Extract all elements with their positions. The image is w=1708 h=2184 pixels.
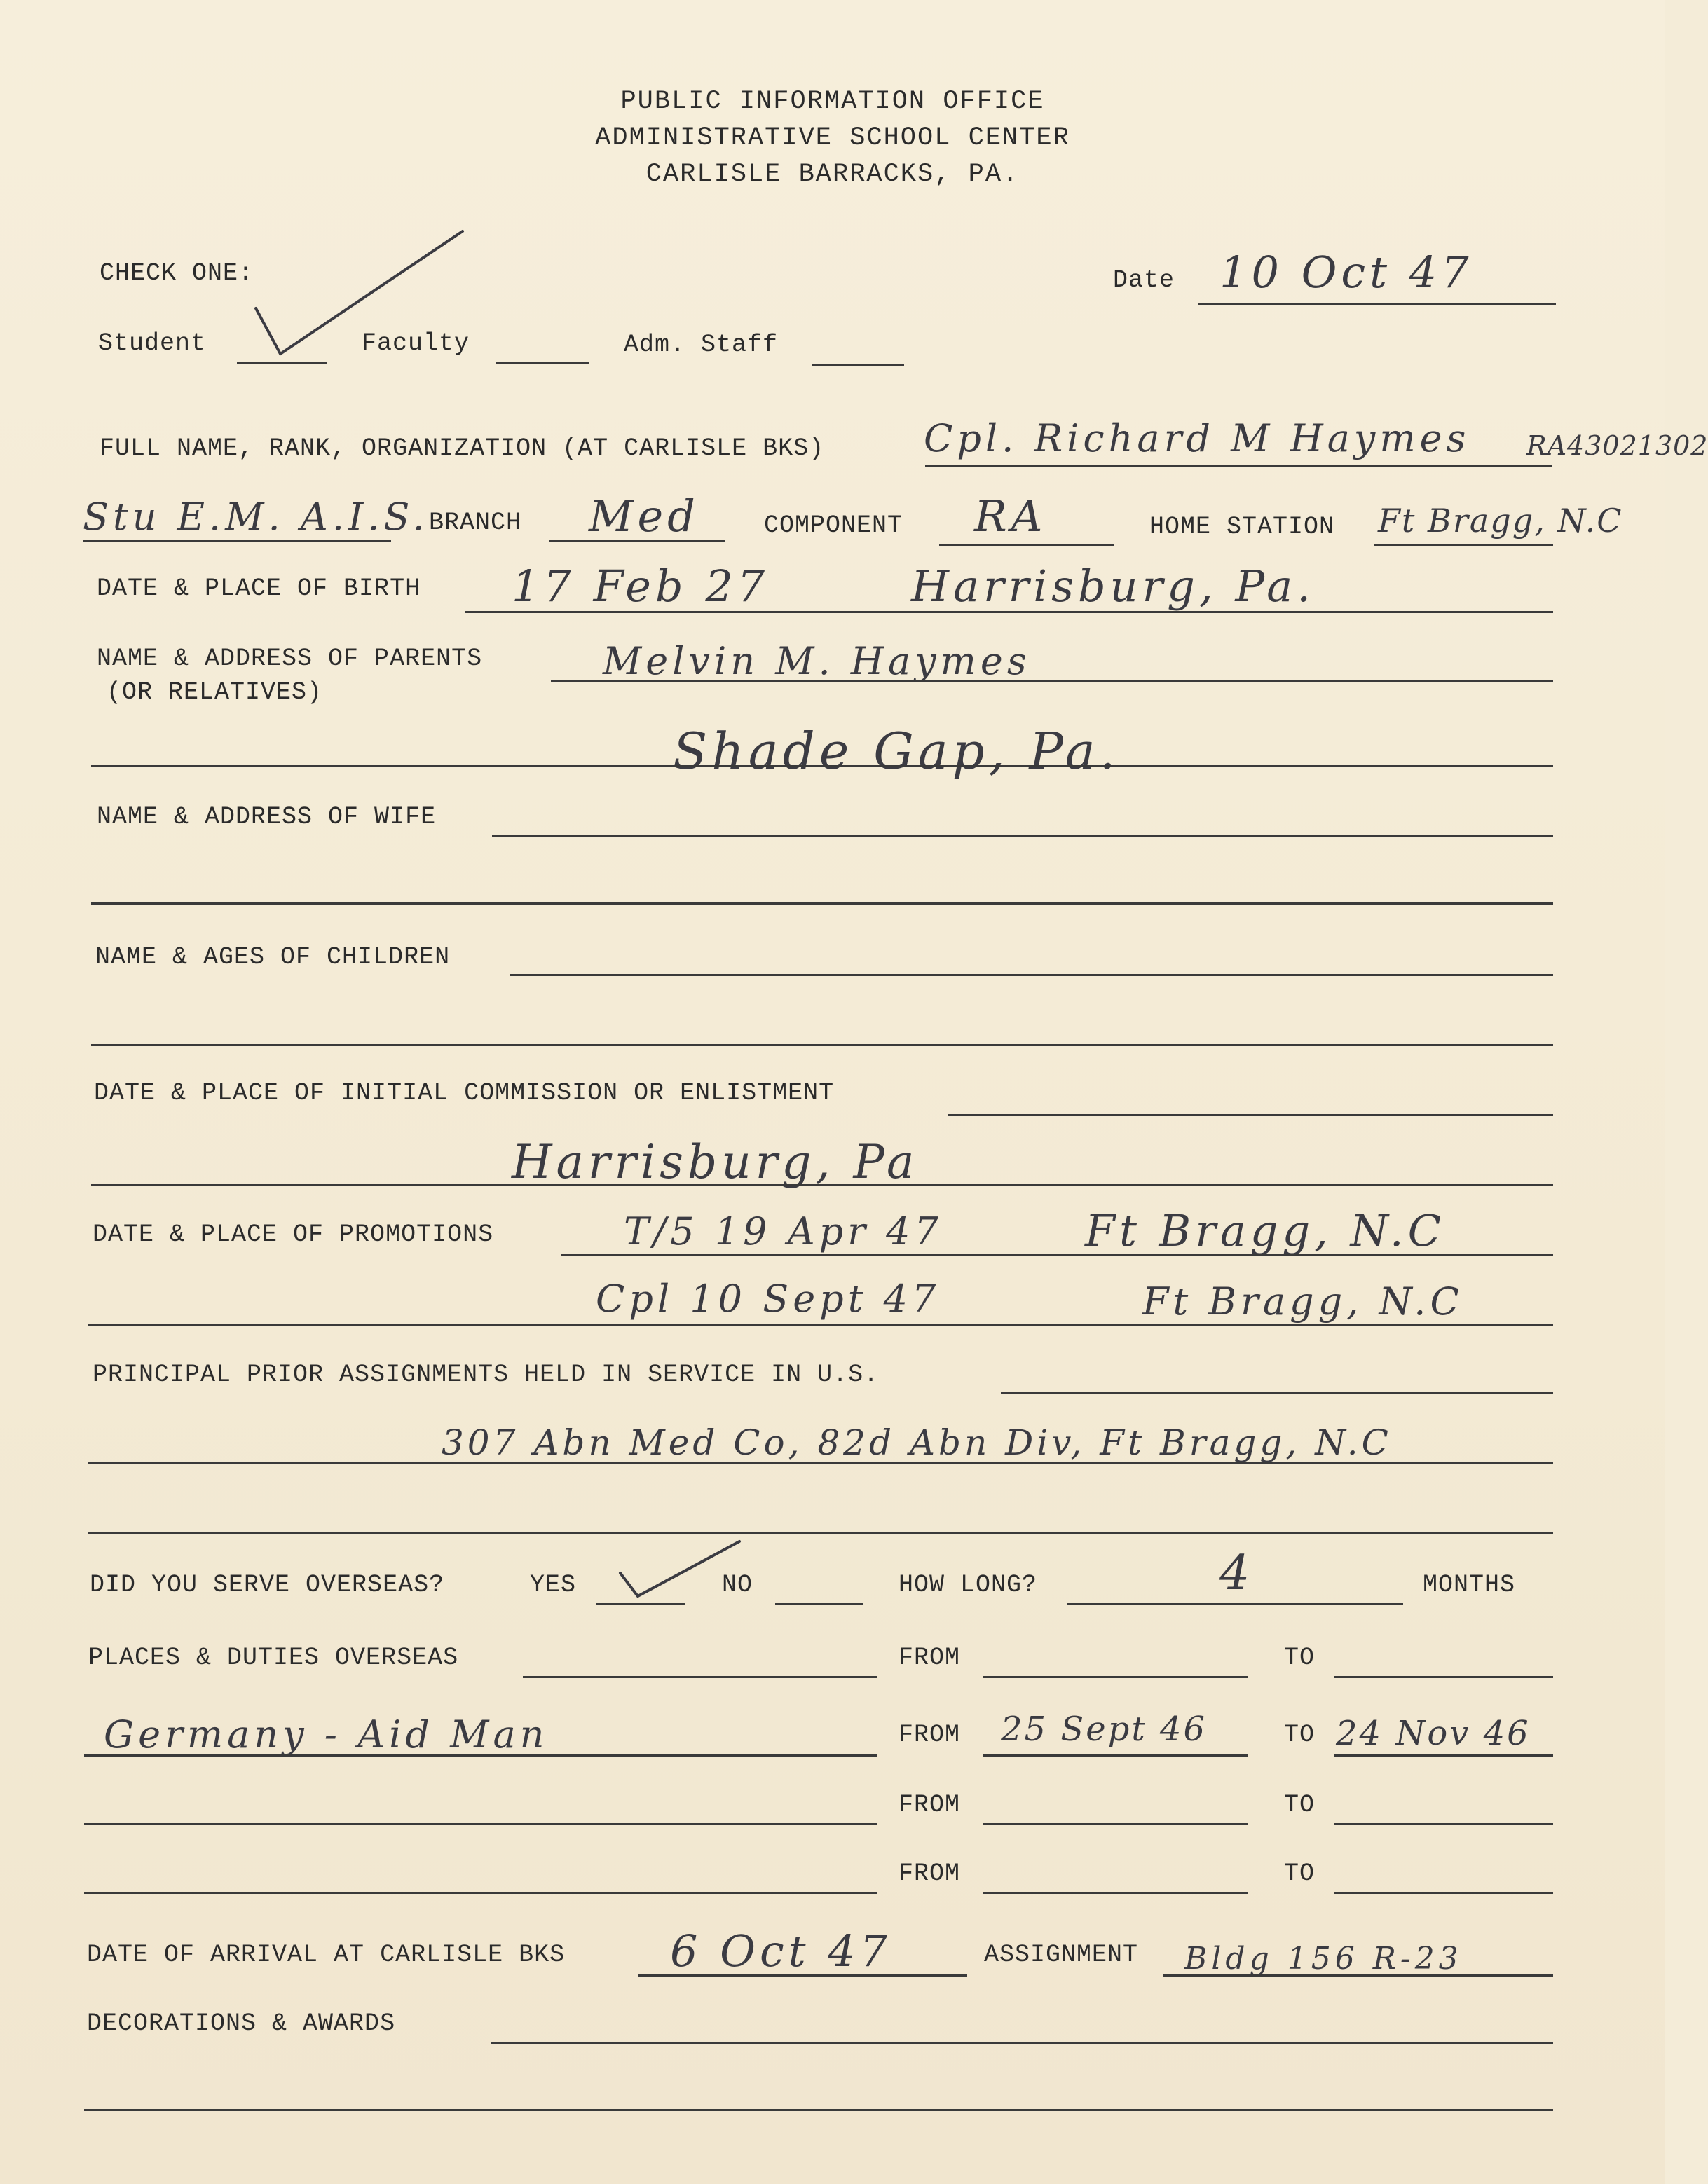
home-station-line xyxy=(1374,544,1553,546)
date-value: 10 Oct 47 xyxy=(1219,247,1473,298)
assignment-value: Bldg 156 R-23 xyxy=(1184,1941,1463,1977)
no-label: NO xyxy=(722,1571,753,1599)
from-label-2: FROM xyxy=(899,1721,961,1749)
student-label: Student xyxy=(98,329,207,357)
decorations-line-2 xyxy=(84,2109,1553,2111)
prior-assignment-value: 307 Abn Med Co, 82d Abn Div, Ft Bragg, N.C xyxy=(442,1422,1392,1463)
full-name-value: Cpl. Richard M Haymes xyxy=(924,416,1470,460)
component-label: COMPONENT xyxy=(764,511,903,540)
from-line-3 xyxy=(983,1823,1248,1825)
how-long-label: HOW LONG? xyxy=(899,1571,1038,1599)
home-station-label: HOME STATION xyxy=(1149,513,1335,541)
prior-assignments-label: PRINCIPAL PRIOR ASSIGNMENTS HELD IN SERVICE IN U.S. xyxy=(93,1361,880,1389)
places-line-2 xyxy=(84,1754,877,1757)
full-name-line xyxy=(925,465,1552,467)
assignment-line xyxy=(1163,1974,1553,1977)
adm-staff-line xyxy=(812,364,904,366)
to-line-1 xyxy=(1334,1676,1553,1678)
parent-address-value: Shade Gap, Pa. xyxy=(673,722,1120,781)
birth-date-value: 17 Feb 27 xyxy=(512,561,770,612)
from-label-1: FROM xyxy=(899,1644,961,1672)
to-line-4 xyxy=(1334,1892,1553,1894)
promotion-2-date: Cpl 10 Sept 47 xyxy=(596,1277,941,1321)
promotions-line-1 xyxy=(561,1254,1553,1256)
parent-name-value: Melvin M. Haymes xyxy=(603,639,1031,683)
to-label-4: TO xyxy=(1284,1860,1316,1888)
from-date-value: 25 Sept 46 xyxy=(1001,1710,1207,1749)
children-line-1 xyxy=(510,974,1553,976)
commission-line-2 xyxy=(91,1184,1553,1186)
organization-value: Stu E.M. A.I.S. xyxy=(83,495,429,539)
arrival-label: DATE OF ARRIVAL AT CARLISLE BKS xyxy=(87,1941,566,1969)
birth-line xyxy=(465,611,1553,613)
yes-label: YES xyxy=(530,1571,577,1599)
children-label: NAME & AGES OF CHILDREN xyxy=(95,943,451,971)
months-label: MONTHS xyxy=(1423,1571,1516,1599)
parents-line-1 xyxy=(551,680,1553,682)
promotion-1-date: T/5 19 Apr 47 xyxy=(624,1209,943,1254)
parents-line-2 xyxy=(91,765,1553,767)
wife-line-1 xyxy=(492,835,1553,837)
from-line-2 xyxy=(983,1754,1248,1757)
commission-value: Harrisburg, Pa xyxy=(512,1135,919,1189)
from-label-3: FROM xyxy=(899,1791,961,1819)
places-label: PLACES & DUTIES OVERSEAS xyxy=(88,1644,459,1672)
promotion-1-place: Ft Bragg, N.C xyxy=(1085,1205,1446,1256)
home-station-value: Ft Bragg, N.C xyxy=(1378,502,1623,540)
arrival-date-value: 6 Oct 47 xyxy=(670,1925,892,1977)
branch-line xyxy=(549,540,725,542)
wife-line-2 xyxy=(91,902,1553,905)
children-line-2 xyxy=(91,1044,1553,1046)
organization-line xyxy=(83,540,391,542)
how-long-line xyxy=(1067,1603,1403,1605)
header-line-1: PUBLIC INFORMATION OFFICE xyxy=(620,87,1045,116)
to-label-1: TO xyxy=(1284,1644,1316,1672)
parents-sub-label: (OR RELATIVES) xyxy=(107,678,323,706)
commission-line-1 xyxy=(948,1114,1553,1116)
serial-number: RA43021302 xyxy=(1526,430,1708,461)
header-line-3: CARLISLE BARRACKS, PA. xyxy=(645,160,1020,189)
to-label-2: TO xyxy=(1284,1721,1316,1749)
faculty-label: Faculty xyxy=(362,329,470,357)
component-value: RA xyxy=(974,490,1047,542)
branch-value: Med xyxy=(589,490,699,542)
prior-line-1 xyxy=(1001,1392,1553,1394)
decorations-line-1 xyxy=(491,2042,1553,2044)
adm-staff-label: Adm. Staff xyxy=(624,331,779,359)
to-line-2 xyxy=(1334,1754,1553,1757)
commission-label: DATE & PLACE OF INITIAL COMMISSION OR ENLISTMENT xyxy=(94,1079,835,1107)
to-line-3 xyxy=(1334,1823,1553,1825)
promotions-line-2 xyxy=(88,1324,1553,1326)
promotion-2-place: Ft Bragg, N.C xyxy=(1142,1279,1463,1324)
from-line-1 xyxy=(983,1676,1248,1678)
parents-label: NAME & ADDRESS OF PARENTS xyxy=(97,645,483,673)
from-line-4 xyxy=(983,1892,1248,1894)
header-line-2: ADMINISTRATIVE SCHOOL CENTER xyxy=(595,123,1070,153)
to-label-3: TO xyxy=(1284,1791,1316,1819)
wife-label: NAME & ADDRESS OF WIFE xyxy=(97,803,437,831)
full-name-label: FULL NAME, RANK, ORGANIZATION (AT CARLISLE BKS) xyxy=(100,434,825,462)
from-label-4: FROM xyxy=(899,1860,961,1888)
faculty-line xyxy=(496,362,589,364)
birth-label: DATE & PLACE OF BIRTH xyxy=(97,575,421,603)
prior-line-3 xyxy=(88,1532,1553,1534)
overseas-label: DID YOU SERVE OVERSEAS? xyxy=(90,1571,445,1599)
branch-label: BRANCH xyxy=(429,509,522,537)
component-line xyxy=(939,544,1114,546)
prior-line-2 xyxy=(88,1462,1553,1464)
date-line xyxy=(1198,303,1556,305)
no-line xyxy=(775,1603,863,1605)
places-line-1 xyxy=(523,1676,877,1678)
promotions-label: DATE & PLACE OF PROMOTIONS xyxy=(93,1221,494,1249)
birth-place-value: Harrisburg, Pa. xyxy=(911,561,1315,612)
places-line-4 xyxy=(84,1892,877,1894)
arrival-line xyxy=(638,1974,967,1977)
date-label: Date xyxy=(1113,266,1175,294)
to-date-value: 24 Nov 46 xyxy=(1336,1714,1531,1753)
assignment-label: ASSIGNMENT xyxy=(984,1941,1139,1969)
check-one-label: CHECK ONE: xyxy=(100,259,254,287)
how-long-value: 4 xyxy=(1219,1546,1255,1601)
decorations-label: DECORATIONS & AWARDS xyxy=(87,2010,396,2038)
places-line-3 xyxy=(84,1823,877,1825)
place-duty-value: Germany - Aid Man xyxy=(104,1712,549,1757)
